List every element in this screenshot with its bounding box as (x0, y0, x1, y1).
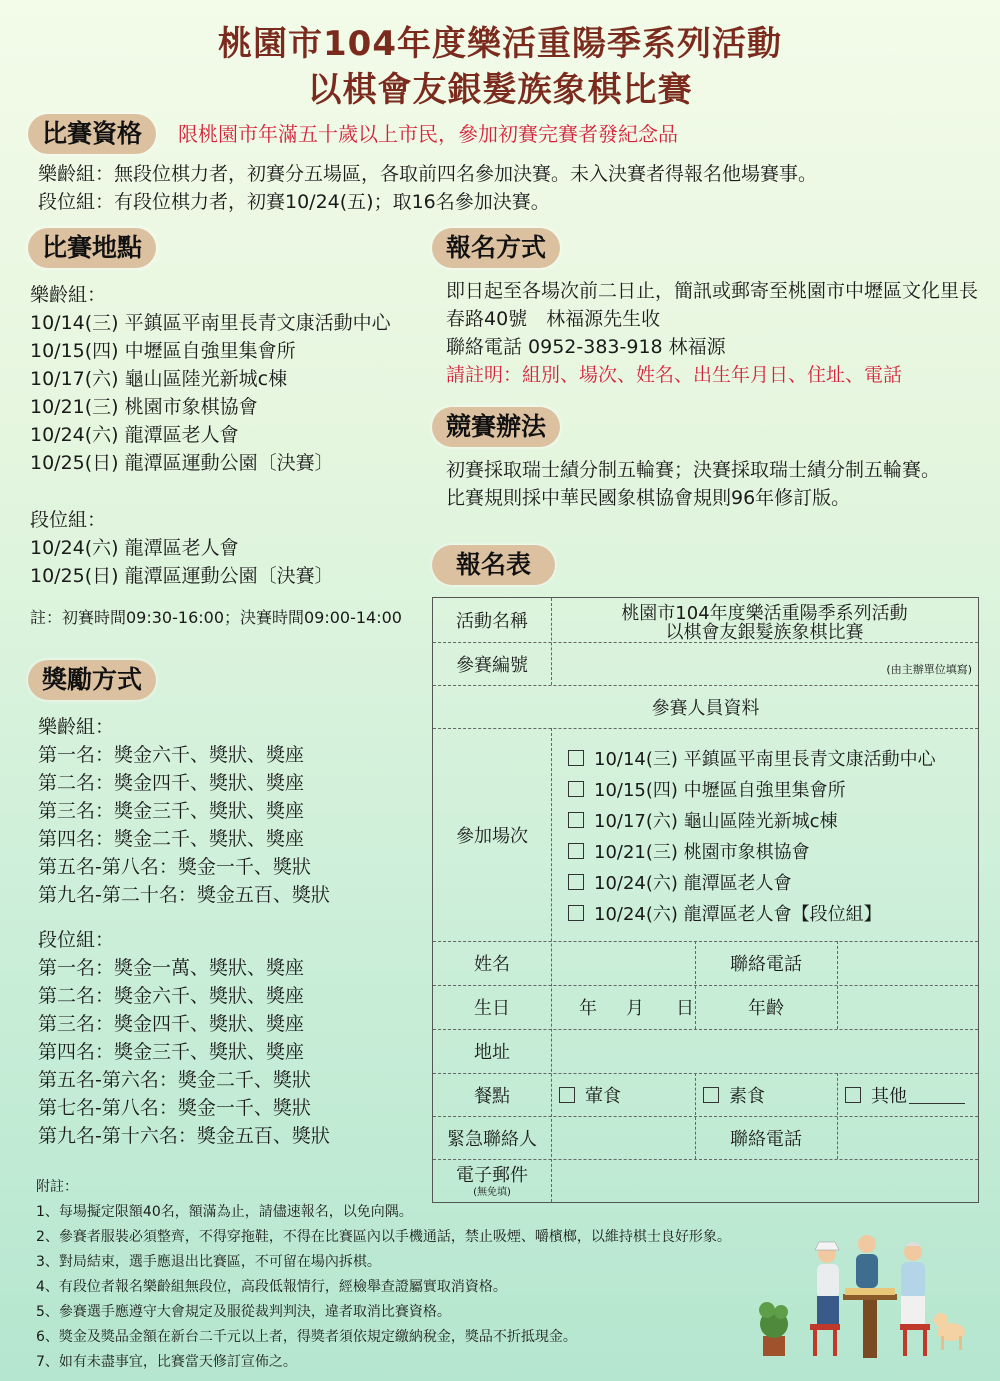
venue-item: 10/24(六) 龍潭區老人會 (30, 537, 239, 559)
event-name-line1: 桃園市104年度樂活重陽季系列活動 (621, 602, 908, 624)
award-item: 第三名：獎金三千、獎狀、獎座 (38, 800, 305, 822)
registration-line-2: 春路40號 林福源先生收 (446, 308, 661, 330)
checkbox[interactable] (568, 874, 584, 890)
session-option[interactable]: 10/24(六) 龍潭區老人會 (568, 869, 792, 895)
session-option[interactable]: 10/24(六) 龍潭區老人會【段位組】 (568, 900, 882, 926)
participant-section-title: 參賽人員資料 (651, 697, 760, 719)
award-item: 第七名-第八名：獎金一千、獎狀 (38, 1097, 311, 1119)
registration-heading: 報名方式 (432, 228, 560, 268)
venues-heading: 比賽地點 (28, 228, 156, 268)
note-item: 6、獎金及獎品金額在新台二千元以上者，得獎者須依規定繳納稅金，獎品不折抵現金。 (36, 1329, 577, 1345)
other-blank[interactable] (909, 1086, 965, 1104)
venue-item: 10/17(六) 龜山區陸光新城c棟 (30, 368, 288, 390)
entry-number-label: 參賽編號 (456, 654, 528, 676)
name-label: 姓名 (474, 954, 510, 975)
eligibility-heading: 比賽資格 (28, 114, 156, 154)
awards-group2: 段位組： (38, 929, 115, 951)
entry-number-field[interactable]: (由主辦單位填寫) (886, 663, 972, 676)
eligibility-line-1: 樂齡組：無段位棋力者，初賽分五場區，各取前四名參加決賽。未入決賽者得報名他場賽事。 (38, 163, 818, 185)
venue-item: 10/21(三) 桃園市象棋協會 (30, 396, 258, 418)
award-item: 第二名：獎金六千、獎狀、獎座 (38, 985, 305, 1007)
venue-item: 10/24(六) 龍潭區老人會 (30, 424, 239, 446)
dog-icon (934, 1313, 965, 1350)
venues-group1: 樂齡組： (30, 284, 107, 306)
venues-note: 註：初賽時間09:30-16:00；決賽時間09:00-14:00 (30, 608, 402, 627)
plant-icon (759, 1302, 788, 1356)
session-option[interactable]: 10/15(四) 中壢區自強里集會所 (568, 776, 846, 802)
checkbox[interactable] (703, 1087, 719, 1103)
rules-heading: 競賽辦法 (432, 407, 560, 447)
award-item: 第二名：獎金四千、獎狀、獎座 (38, 772, 305, 794)
registration-line-1: 即日起至各場次前二日止，簡訊或郵寄至桃園市中壢區文化里長 (446, 280, 979, 302)
venue-item: 10/15(四) 中壢區自強里集會所 (30, 340, 296, 362)
birth-day-unit: 日 (676, 998, 694, 1019)
checkbox[interactable] (559, 1087, 575, 1103)
award-item: 第四名：獎金二千、獎狀、獎座 (38, 828, 305, 850)
note-item: 4、有段位者報名樂齡組無段位，高段低報情行，經檢舉查證屬實取消資格。 (36, 1279, 507, 1295)
note-item: 7、如有未盡事宜，比賽當天修訂宣佈之。 (36, 1354, 297, 1370)
awards-heading: 獎勵方式 (28, 660, 156, 700)
award-item: 第五名-第六名：獎金二千、獎狀 (38, 1069, 311, 1091)
birth-year-unit: 年 (579, 998, 597, 1019)
award-item: 第一名：獎金六千、獎狀、獎座 (38, 744, 305, 766)
award-item: 第九名-第二十名：獎金五百、獎狀 (38, 884, 330, 906)
age-label: 年齡 (748, 998, 784, 1019)
venue-item: 10/25(日) 龍潭區運動公園〔決賽〕 (30, 565, 334, 587)
rules-line-1: 初賽採取瑞士績分制五輪賽；決賽採取瑞士績分制五輪賽。 (446, 459, 941, 481)
birth-month-unit: 月 (626, 998, 644, 1019)
address-label: 地址 (474, 1042, 510, 1063)
session-option[interactable]: 10/17(六) 龜山區陸光新城c棟 (568, 807, 838, 833)
birth-label: 生日 (474, 998, 510, 1019)
session-option[interactable]: 10/21(三) 桃園市象棋協會 (568, 838, 810, 864)
rules-line-2: 比賽規則採中華民國象棋協會規則96年修訂版。 (446, 487, 851, 509)
event-name-label: 活動名稱 (456, 611, 528, 632)
page-title-line1: 桃園市104年度樂活重陽季系列活動 (218, 24, 782, 64)
session-label: 參加場次 (456, 825, 528, 847)
meal-label: 餐點 (474, 1085, 510, 1107)
email-label: 電子郵件 (456, 1165, 528, 1186)
event-name-line2: 以棋會友銀髮族象棋比賽 (665, 621, 864, 643)
note-item: 1、每場擬定限額40名，額滿為止，請儘速報名，以免向隅。 (36, 1204, 413, 1220)
chess-players-illustration (755, 1232, 975, 1372)
checkbox[interactable] (568, 781, 584, 797)
session-option[interactable]: 10/14(三) 平鎮區平南里長青文康活動中心 (568, 745, 936, 771)
meal-option-meat[interactable]: 葷食 (559, 1073, 689, 1116)
emergency-contact-label: 緊急聯絡人 (447, 1128, 537, 1150)
award-item: 第四名：獎金三千、獎狀、獎座 (38, 1041, 305, 1063)
checkbox[interactable] (845, 1087, 861, 1103)
form-heading: 報名表 (432, 545, 555, 585)
checkbox[interactable] (568, 905, 584, 921)
award-item: 第九名-第十六名：獎金五百、獎狀 (38, 1125, 330, 1147)
awards-group1: 樂齡組： (38, 716, 115, 738)
award-item: 第五名-第八名：獎金一千、獎狀 (38, 856, 311, 878)
note-item: 2、參賽者服裝必須整齊，不得穿拖鞋，不得在比賽區內以手機通話，禁止吸煙、嚼檳榔，以維持棋士良好形象。 (36, 1229, 731, 1245)
note-item: 5、參賽選手應遵守大會規定及服從裁判判決，違者取消比賽資格。 (36, 1304, 451, 1320)
registration-highlight: 請註明：組別、場次、姓名、出生年月日、住址、電話 (446, 364, 903, 386)
eligibility-line-2: 段位組：有段位棋力者，初賽10/24(五)；取16名參加決賽。 (38, 191, 550, 213)
meal-option-other[interactable]: 其他 (845, 1073, 975, 1116)
email-hint: (無免填) (473, 1186, 511, 1198)
meal-option-vegetarian[interactable]: 素食 (703, 1073, 833, 1116)
eligibility-highlight: 限桃園市年滿五十歲以上市民，參加初賽完賽者發紀念品 (178, 122, 678, 146)
checkbox[interactable] (568, 750, 584, 766)
checkbox[interactable] (568, 812, 584, 828)
checkbox[interactable] (568, 843, 584, 859)
note-item: 3、對局結束，選手應退出比賽區，不可留在場內拆棋。 (36, 1254, 381, 1270)
venues-group2: 段位組： (30, 509, 107, 531)
registration-form (432, 597, 979, 1203)
venue-item: 10/25(日) 龍潭區運動公園〔決賽〕 (30, 452, 334, 474)
venue-item: 10/14(三) 平鎮區平南里長青文康活動中心 (30, 312, 391, 334)
phone-label: 聯絡電話 (730, 954, 802, 975)
page-title-line2: 以棋會友銀髮族象棋比賽 (307, 70, 693, 110)
emergency-phone-label: 聯絡電話 (730, 1128, 802, 1150)
award-item: 第三名：獎金四千、獎狀、獎座 (38, 1013, 305, 1035)
registration-line-3: 聯絡電話 0952-383-918 林福源 (446, 336, 726, 358)
award-item: 第一名：獎金一萬、獎狀、獎座 (38, 957, 305, 979)
notes-heading: 附註： (36, 1179, 78, 1195)
